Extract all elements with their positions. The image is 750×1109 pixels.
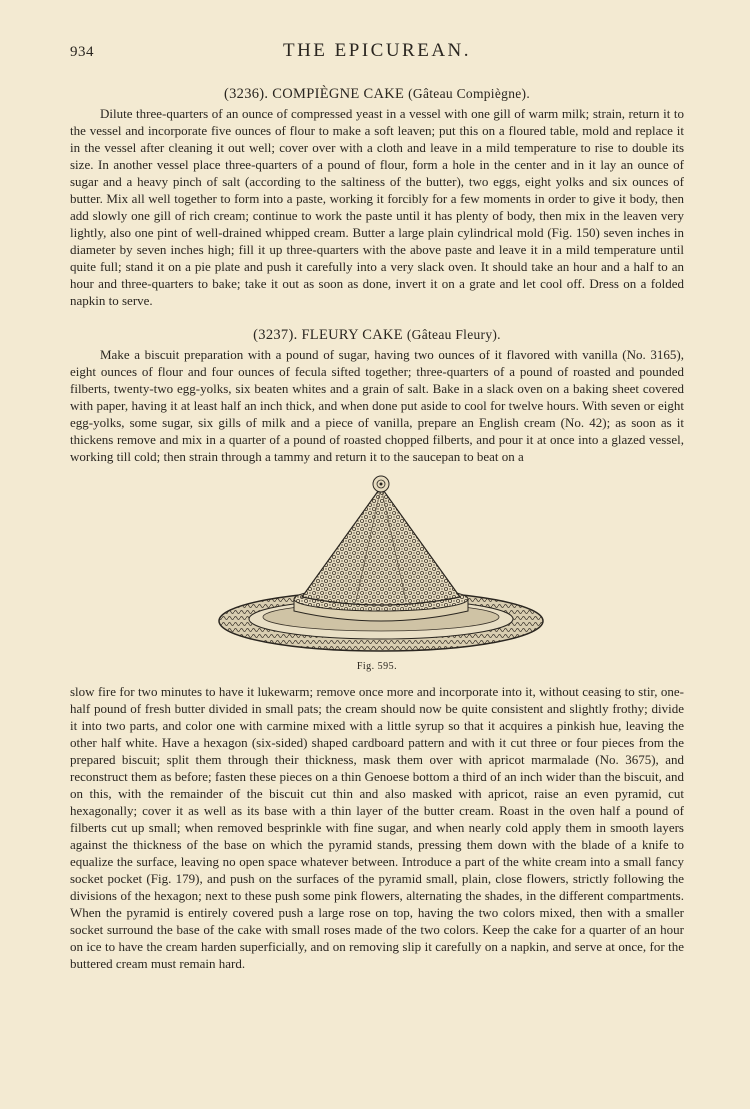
book-page	[70, 30, 684, 1090]
figure-fleury-cake	[70, 471, 684, 683]
page-header	[70, 30, 684, 60]
cake-pyramid	[302, 487, 460, 605]
recipe-title-text: (3237). FLEURY CAKE	[253, 327, 403, 343]
recipe-body-fleury-part2: slow fire for two minutes to have it lukewarm; remove once more and incorporate into it, without ceasing to stir, one-half pound of fresh butter divided in small pats; the cream should now be quite consistent and slightly frothy; divide it into two parts, and color one with carmine mixed with a little syrup so that it acquires a pinkish hue, leaving the other half white. Have a hexagon (six-sided) shaped cardboard pattern and with it cut three or four pieces from the prepared biscuit; split them through their thickness, mask them over with apricot marmalade (No. 3675), and reconstruct them as before; fasten these pieces on a thin Genoese bottom a third of an inch wider than the biscuit, and on this, with the remainder of the biscuit cut thin and also masked with apricot, raise an even pyramid, cut hexagonally; cover it as well as its base with a thin layer of the butter cream. Roast in the oven half a pound of filberts cut up small; when removed besprinkle with fine sugar, and when nearly cold apply them in smooth layers against the thickness of the base on which the pyramid stands, pressing them down with the blade of a knife to equalize the surface, leaving no open space whatever between. Introduce a part of the white cream into a small fancy socket pocket (Fig. 179), and push on the surfaces of the pyramid small, plain, close flowers, strictly following the divisions of the hexagon; next to these push some pink flowers, alternating the shades, in the different compartments. When the pyramid is entirely covered push a large rose on top, having the two colors mixed, then with a smaller socket surround the base of the cake with small roses made of the two colors. Keep the cake for a quarter of an hour on ice to have the cream harden superficially, and on removing slip it carefully on a napkin, and serve at once, for the buttered cream must remain hard.	[70, 684, 684, 971]
figure-caption: Fig. 595.	[356, 661, 398, 672]
recipe-body-compiegne: Dilute three-quarters of an ounce of compressed yeast in a vessel with one gill of warm milk; strain, return it to the vessel and incorporate five ounces of flour to make a soft leaven; put this on a floured table, mold and replace it in the vessel after cleaning it out well; cover over with a cloth and leave in a mild temperature to rise to double its size. In another vessel place three-quarters of a pound of flour, form a hole in the center and in it lay an ounce of sugar and a heavy pinch of salt (according to the saltiness of the butter), two eggs, eight yolks and six ounces of butter. Mix all well together to form into a paste, working it forcibly for a few moments in order to give it body, then add slowly one gill of rich cream; continue to work the paste until it has plenty of body, then mix in the leaven very lightly, also one pint of well-drained whipped cream. Butter a large plain cylindrical mold (Fig. 150) seven inches in diameter by seven inches high; fill it up three-quarters with the above paste and leave it in a mild temperature until quite full; stand it on a pie plate and push it carefully into a very slack oven. It should take an hour and a half to an hour and three-quarters to bake; take it out as soon as done, invert it on a grate and let cool off. Dress on a folded napkin to serve.	[70, 106, 684, 308]
recipe-alt-title: (Gâteau Compiègne).	[408, 86, 531, 101]
running-title: THE EPICUREAN.	[282, 40, 472, 61]
page-number: 934	[70, 44, 94, 60]
recipe-title-fleury	[70, 327, 684, 344]
recipe-body-fleury-part1: Make a biscuit preparation with a pound of sugar, having two ounces of it flavored with vanilla (No. 3165), eight ounces of flour and four ounces of fecula sifted together; three-quarters of a pound of roasted and pounded filberts, twenty-two egg-yolks, six beaten whites and a grain of salt. Bake in a slack oven on a baking sheet covered with paper, having it at least half an inch thick, and when done put aside to cool for twelve hours. With seven or eight egg-yolks, some sugar, six gills of milk and a piece of vanilla, prepare an English cream (No. 42); as soon as it thickens remove and mix in a quarter of a pound of roasted chopped filberts, and pour it at once into a glazed vessel, working till cold; then strain through a tammy and return it to the saucepan to beat on a	[70, 347, 684, 464]
recipe-title-text: (3236). COMPIÈGNE CAKE	[223, 86, 405, 102]
fleury-cake-illustration	[216, 471, 546, 657]
recipe-alt-title: (Gâteau Fleury).	[406, 327, 501, 342]
recipe-title-compiegne	[70, 86, 684, 103]
